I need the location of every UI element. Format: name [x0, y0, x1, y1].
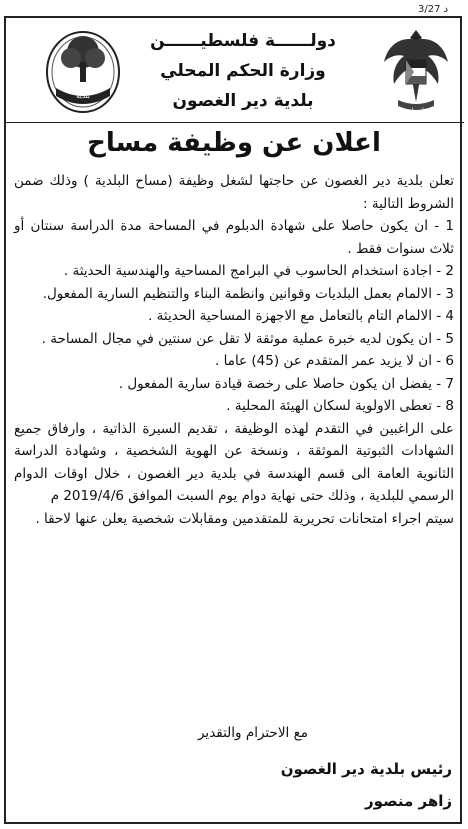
municipality-tree-logo-icon	[44, 22, 122, 116]
condition-8: 8 - تعطى الاولوية لسكان الهيئة المحلية .	[226, 398, 454, 414]
condition-1: 1 - ان يكون حاصلا على شهادة الدبلوم في المساحة مدة الدراسة سنتان أو ثلاث سنوات فقط .	[14, 218, 454, 257]
condition-2: 2 - اجادة استخدام الحاسوب في البرامج المساحية والهندسية الحديثة .	[63, 263, 454, 279]
condition-3: 3 - الالمام بعمل البلديات وقوانين وانظمة البناء والتنظيم السارية المفعول.	[42, 285, 454, 302]
svg-text:بلدية: بلدية	[76, 92, 90, 100]
announcement-title: اعلان عن وظيفة مساح	[87, 128, 381, 158]
intro-paragraph: تعلن بلدية دير الغصون عن حاجتها لشغل وظيفة (مساح البلدية ) وذلك ضمن الشروط التالية :	[14, 173, 454, 212]
palestine-eagle-emblem-icon	[380, 22, 452, 116]
condition-6: 6 - ان لا يزيد عمر المتقدم عن (45) عاما .	[215, 353, 454, 369]
state-name: دولــــــة فلسطيــــــن	[150, 31, 336, 51]
condition-5: 5 - ان يكون لديه خبرة عملية موثقة لا تقل عن سنتين في مجال المساحة .	[41, 330, 454, 347]
signatory-name: زاهر منصور	[365, 792, 452, 810]
closing-regards: مع الاحترام والتقدير	[197, 725, 308, 741]
letterhead-text	[124, 26, 362, 116]
reference-number: 3/27 د	[418, 4, 449, 15]
svg-text:فلسطين: فلسطين	[405, 107, 427, 114]
application-paragraph: على الراغبين في التقدم لهذه الوظيفة ، تقديم السيرة الذاتية ، وارفاق جميع الشهادات الثبوتية الموثقة ، ونسخة عن الهوية الشخصية ، وشهادة الدراسة الثانوية العامة الى قسم الهندسة في بلدية دير الغصون ، خلال اوقات الدوام الرسمي للبلدية ، وذلك حتى نهاية دوام يوم السبت الموافق 2019/4/6 م	[14, 420, 454, 504]
ministry-name: وزارة الحكم المحلي	[160, 61, 326, 81]
condition-7: 7 - يفضل ان يكون حاصلا على رخصة قيادة سارية المفعول .	[118, 375, 454, 392]
announcement-body	[14, 170, 454, 530]
signatory-title: رئيس بلدية دير الغصون	[280, 760, 452, 778]
letterhead	[4, 16, 462, 122]
exams-paragraph: سيتم اجراء امتحانات تحريرية للمتقدمين ومقابلات شخصية يعلن عنها لاحقا .	[35, 510, 454, 527]
condition-4: 4 - الالمام التام بالتعامل مع الاجهزة المساحية الحديثة .	[148, 308, 454, 324]
municipality-name: بلدية دير الغصون	[172, 91, 314, 111]
